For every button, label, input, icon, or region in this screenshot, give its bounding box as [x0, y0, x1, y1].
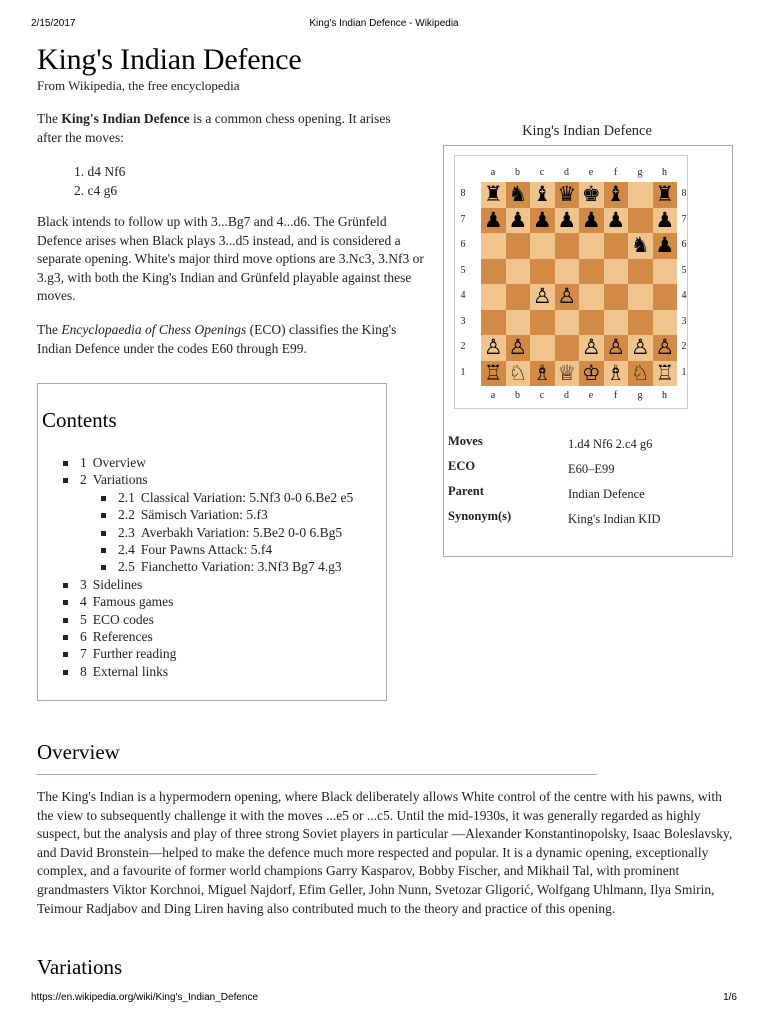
infobox-table [448, 434, 728, 553]
toc-number: 4 [80, 594, 87, 610]
square-f7: ♟ [604, 208, 629, 234]
eco-pre: The [37, 322, 62, 337]
file-label: g [637, 167, 643, 178]
square-a1: ♖ [481, 361, 506, 387]
file-label: d [564, 167, 569, 178]
square-h8: ♜ [653, 182, 678, 208]
square-e8: ♚ [579, 182, 604, 208]
toc-item-eco-codes[interactable] [63, 611, 353, 628]
toc-item-fianchetto[interactable] [101, 558, 353, 575]
toc-item-famous-games[interactable] [63, 593, 353, 610]
rank-label: 4 [681, 290, 687, 301]
toc-label[interactable]: Sidelines [92, 576, 143, 592]
file-label: d [564, 390, 569, 401]
toc-number: 2.5 [118, 559, 135, 575]
toc-number: 2.2 [118, 507, 135, 523]
toc-label[interactable]: Famous games [92, 594, 174, 610]
square-h7: ♟ [653, 208, 678, 234]
section-heading-overview: Overview [37, 740, 120, 764]
file-label: e [588, 390, 594, 401]
rank-label: 7 [460, 213, 466, 225]
print-footer [31, 992, 737, 1006]
square-b7: ♟ [506, 208, 531, 234]
square-h2: ♙ [653, 335, 678, 361]
square-c3 [530, 310, 555, 336]
square-d6 [555, 233, 580, 259]
infobox-row-moves [448, 434, 728, 459]
file-labels-top [455, 167, 689, 179]
toc-label[interactable]: Four Pawns Attack: 5.f4 [140, 542, 273, 558]
infobox-key: Parent [448, 484, 484, 498]
square-c6 [530, 233, 555, 259]
rank-label: 2 [460, 341, 466, 352]
square-h5 [653, 259, 678, 285]
rank-label: 3 [460, 315, 466, 327]
square-a4 [481, 284, 506, 310]
rank-labels-left [458, 156, 470, 410]
infobox-row-eco [448, 459, 728, 484]
overview-paragraph: The King's Indian is a hypermodern opening, where Black deliberately allows White control of the centre with his pawns, with the view to subsequently challenge it with the moves ...e5 or ...c5. Until the mid-1930s, it was generally regarded as highly suspect, but the analysis and play of three strong Soviet players in particular —Alexander Konstantinopolsky, Isaac Boleslavsky, and David Bronstein—helped to make the defence much more respected and popular. It is a dynamic opening, exceptionally complex, and a favourite of former world champions Garry Kasparov, Bobby Fischer, and Mikhail Tal, with prominent grandmasters Viktor Korchnoi, Miguel Najdorf, Efim Geller, John Nunn, Svetozar Gligorić, Wolfgang Uhlmann, Ilya Smirin, Teimour Radjabov and Ding Liren having also contributed much to the theory and practice of this opening. [37, 789, 733, 916]
square-f6 [604, 233, 629, 259]
rank-label: 4 [460, 290, 466, 301]
section-heading-variations: Variations [37, 955, 123, 979]
file-label: a [490, 167, 496, 178]
file-label: a [490, 390, 496, 401]
square-d3 [555, 310, 580, 336]
toc-number: 5 [80, 611, 87, 627]
print-page-number: 1/6 [723, 992, 737, 1003]
square-e3 [579, 310, 604, 336]
infobox-value: King's Indian KID [568, 512, 661, 526]
rank-label: 6 [460, 239, 466, 250]
square-h4 [653, 284, 678, 310]
toc-item-samisch[interactable] [101, 506, 353, 523]
print-url: https://en.wikipedia.org/wiki/King's_Indian_Defence [31, 992, 259, 1003]
opening-moves-list [74, 163, 125, 200]
toc-number: 8 [80, 663, 87, 679]
file-label: c [539, 167, 545, 178]
square-h6: ♟ [653, 233, 678, 259]
toc-list [63, 454, 353, 680]
infobox [443, 145, 733, 557]
rank-label: 6 [681, 239, 687, 250]
toc-label[interactable]: References [92, 629, 153, 645]
rank-label: 5 [681, 264, 687, 276]
square-b1: ♘ [506, 361, 531, 387]
file-label: c [539, 390, 545, 401]
toc-number: 2 [80, 472, 87, 488]
rank-label: 3 [681, 315, 687, 327]
square-f8: ♝ [604, 182, 629, 208]
toc-label[interactable]: External links [92, 663, 169, 679]
square-g6: ♞ [628, 233, 653, 259]
intro-post: is a common chess opening. It arises after the moves: [37, 111, 391, 145]
square-a3 [481, 310, 506, 336]
square-c7: ♟ [530, 208, 555, 234]
square-g1: ♘ [628, 361, 653, 387]
infobox-key: Moves [448, 434, 483, 448]
move-item: 1. d4 Nf6 [74, 164, 126, 179]
toc-item-overview[interactable] [63, 454, 353, 471]
toc-number: 1 [80, 455, 87, 470]
rank-label: 7 [681, 213, 687, 225]
intro-pre: The [37, 111, 62, 126]
toc-item-further-reading[interactable] [63, 645, 353, 662]
section-divider [37, 774, 597, 775]
tagline: From Wikipedia, the free encyclopedia [37, 78, 240, 93]
square-e7: ♟ [579, 208, 604, 234]
print-header [31, 18, 737, 32]
square-b5 [506, 259, 531, 285]
file-label: f [613, 167, 618, 178]
intro-bold-term: King's Indian Defence [61, 111, 190, 126]
toc-label[interactable]: ECO codes [92, 611, 154, 627]
square-b3 [506, 310, 531, 336]
file-label: b [515, 167, 520, 178]
page-title: King's Indian Defence [37, 43, 302, 76]
square-e4 [579, 284, 604, 310]
toc-sublist [101, 489, 353, 576]
square-e6 [579, 233, 604, 259]
file-label: h [662, 167, 667, 178]
square-e1: ♔ [579, 361, 604, 387]
square-b6 [506, 233, 531, 259]
square-d5 [555, 259, 580, 285]
eco-post: (ECO) classifies the King's Indian Defence under the codes E60 through E99. [37, 322, 397, 356]
toc-item-references[interactable] [63, 628, 353, 645]
print-title: King's Indian Defence - Wikipedia [309, 18, 459, 29]
square-a8: ♜ [481, 182, 506, 208]
square-e5 [579, 259, 604, 285]
toc-number: 3 [80, 576, 87, 592]
square-b2: ♙ [506, 335, 531, 361]
file-labels-bottom [455, 390, 689, 402]
square-h3 [653, 310, 678, 336]
square-b8: ♞ [506, 182, 531, 208]
move-item: 2. c4 g6 [74, 182, 118, 198]
rank-label: 5 [460, 264, 466, 276]
toc-item-four-pawns[interactable] [101, 541, 353, 558]
rank-label: 2 [681, 341, 687, 352]
toc-label[interactable]: Overview [92, 455, 146, 470]
toc-number: 2.3 [118, 524, 135, 540]
infobox-value: 1.d4 Nf6 2.c4 g6 [568, 437, 653, 451]
square-g5 [628, 259, 653, 285]
toc-label[interactable]: Classical Variation: 5.Nf3 0-0 6.Be2 e5 [140, 489, 354, 505]
square-f2: ♙ [604, 335, 629, 361]
toc-number: 7 [80, 646, 87, 662]
file-label: b [515, 390, 520, 401]
toc-label[interactable]: Further reading [92, 646, 177, 662]
table-of-contents [37, 383, 387, 701]
toc-item-variations[interactable] [63, 471, 353, 575]
paragraph-followup: Black intends to follow up with 3...Bg7 and 4...d6. The Grünfeld Defence arises when Black plays 3...d5 instead, and is considered a separate opening. White's major third move options are 3.Nc3, 3.Nf3 or 3.g3, with both the King's Indian and Grünfeld playable against these moves. [37, 214, 424, 304]
eco-book-title[interactable]: Encyclopaedia of Chess Openings [61, 322, 247, 337]
chess-board [481, 182, 677, 386]
toc-item-external-links[interactable] [63, 663, 353, 680]
square-g4 [628, 284, 653, 310]
infobox-row-synonyms [448, 509, 728, 553]
square-a7: ♟ [481, 208, 506, 234]
infobox-value[interactable]: Indian Defence [568, 487, 645, 501]
paragraph-eco [37, 321, 432, 358]
toc-label[interactable]: Averbakh Variation: 5.Be2 0-0 6.Bg5 [140, 524, 343, 540]
infobox-row-parent [448, 484, 728, 509]
chess-diagram[interactable] [454, 155, 688, 409]
print-date: 2/15/2017 [31, 18, 76, 29]
rank-labels-right [679, 156, 691, 410]
rank-label: 1 [681, 366, 687, 378]
square-d1: ♕ [555, 361, 580, 387]
square-b4 [506, 284, 531, 310]
infobox-key: Synonym(s) [448, 509, 512, 523]
square-g7 [628, 208, 653, 234]
toc-item-averbakh[interactable] [101, 524, 353, 541]
toc-label[interactable]: Fianchetto Variation: 3.Nf3 Bg7 4.g3 [140, 559, 342, 575]
toc-label[interactable]: Variations [92, 472, 148, 488]
square-c5 [530, 259, 555, 285]
square-c1: ♗ [530, 361, 555, 387]
square-e2: ♙ [579, 335, 604, 361]
square-a5 [481, 259, 506, 285]
toc-label[interactable]: Sämisch Variation: 5.f3 [140, 507, 268, 523]
square-c2 [530, 335, 555, 361]
toc-number: 2.4 [118, 542, 135, 558]
square-g8 [628, 182, 653, 208]
square-d4: ♙ [555, 284, 580, 310]
square-f1: ♗ [604, 361, 629, 387]
square-a6 [481, 233, 506, 259]
square-c4: ♙ [530, 284, 555, 310]
toc-item-sidelines[interactable] [63, 576, 353, 593]
rank-label: 8 [460, 188, 466, 199]
square-d8: ♛ [555, 182, 580, 208]
infobox-caption: King's Indian Defence [522, 123, 652, 139]
square-f5 [604, 259, 629, 285]
toc-title: Contents [42, 408, 117, 432]
file-label: e [588, 167, 594, 178]
square-g2: ♙ [628, 335, 653, 361]
infobox-value[interactable]: E60–E99 [568, 462, 615, 476]
square-a2: ♙ [481, 335, 506, 361]
intro-paragraph [37, 110, 417, 147]
square-g3 [628, 310, 653, 336]
square-h1: ♖ [653, 361, 678, 387]
infobox-key: ECO [448, 459, 476, 473]
square-c8: ♝ [530, 182, 555, 208]
square-f4 [604, 284, 629, 310]
rank-label: 8 [681, 188, 687, 199]
rank-label: 1 [460, 366, 466, 378]
square-d7: ♟ [555, 208, 580, 234]
square-f3 [604, 310, 629, 336]
toc-item-classical[interactable] [101, 489, 353, 506]
file-label: f [613, 390, 618, 401]
file-label: h [662, 390, 667, 401]
toc-number: 2.1 [118, 489, 135, 505]
square-d2 [555, 335, 580, 361]
toc-number: 6 [80, 629, 87, 645]
file-label: g [637, 390, 643, 401]
